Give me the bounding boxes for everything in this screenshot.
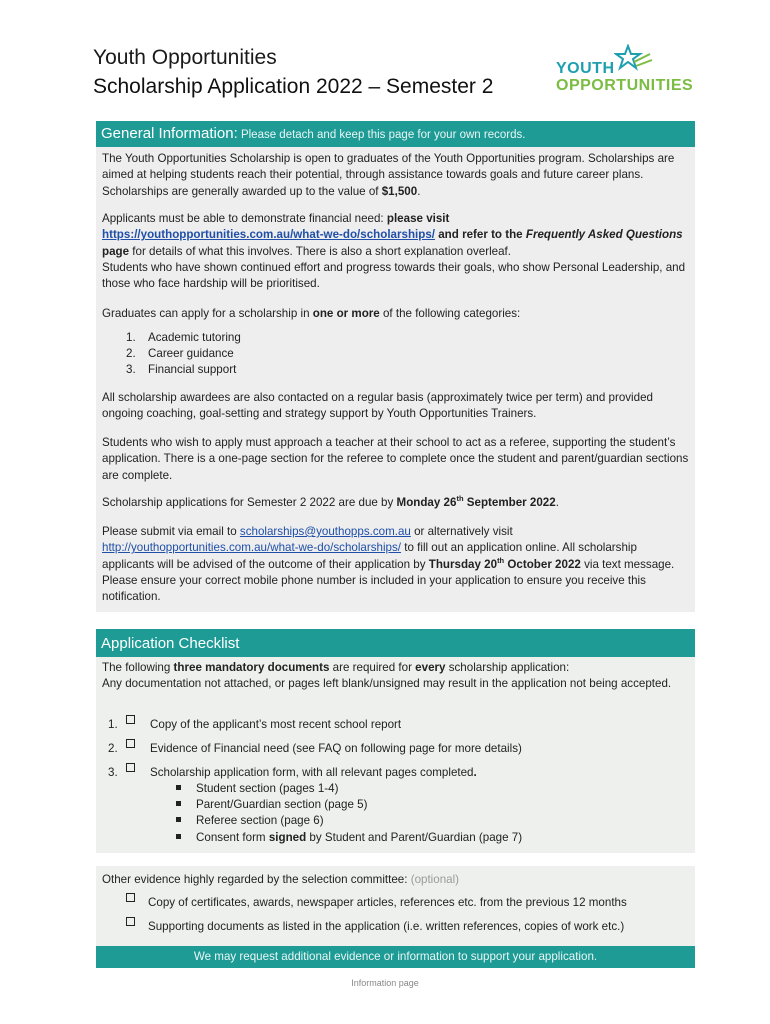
checkbox[interactable] bbox=[126, 739, 135, 748]
details-text: for details of what this involves. There is also a short explanation overleaf. bbox=[129, 244, 511, 258]
list-item bbox=[176, 797, 367, 813]
checkbox[interactable] bbox=[126, 715, 135, 724]
refer-text: and refer to the bbox=[435, 228, 526, 242]
star-icon bbox=[614, 44, 654, 76]
checklist-intro-text: The following bbox=[102, 661, 174, 674]
outcome-date: Thursday 20th October 2022 bbox=[428, 555, 581, 571]
email-link[interactable]: scholarships@youthopps.com.au bbox=[239, 525, 411, 538]
page-word: page bbox=[102, 244, 130, 258]
please-visit-text: please visit bbox=[386, 212, 450, 225]
page-title: Youth Opportunities bbox=[93, 46, 277, 69]
scholarships-link[interactable]: https://youthopportunities.com.au/what-we-do/scholarships/ bbox=[102, 228, 436, 242]
intro-end: . bbox=[417, 184, 421, 198]
list-label: Academic tutoring bbox=[148, 331, 241, 344]
intro-paragraph bbox=[102, 151, 692, 200]
checkbox[interactable] bbox=[126, 763, 135, 772]
due-date-text: Scholarship applications for Semester 2 2022 are due by bbox=[102, 496, 397, 509]
online-application-link[interactable]: http://youthopportunities.com.au/what-we-do/scholarships/ bbox=[102, 541, 402, 555]
logo-word-opportunities: OPPORTUNITIES bbox=[556, 77, 694, 94]
mandatory-documents-text: three mandatory documents bbox=[173, 661, 330, 674]
checkbox[interactable] bbox=[126, 917, 135, 926]
page-subtitle: Scholarship Application 2022 – Semester 2 bbox=[93, 75, 494, 98]
bullet-icon bbox=[176, 817, 181, 822]
application-checklist-bar bbox=[96, 629, 695, 657]
optional-label: (optional) bbox=[410, 873, 460, 886]
other-evidence-label: Copy of certificates, awards, newspaper articles, references etc. from the previous 12 months bbox=[148, 896, 627, 909]
general-information-bar bbox=[96, 121, 695, 147]
categories-intro-text: Graduates can apply for a scholarship in bbox=[102, 307, 313, 320]
list-item bbox=[176, 781, 338, 797]
bullet-icon bbox=[176, 801, 181, 806]
submit-text: Please submit via email to bbox=[102, 525, 240, 538]
signed-text: signed bbox=[268, 831, 307, 844]
page-footer: Information page bbox=[351, 978, 419, 988]
categories-intro-end: of the following categories: bbox=[379, 307, 521, 320]
priority-text: Students who have shown continued effort and progress towards their goals, who show Personal Leadership, and those who face hardship will be prioritised. bbox=[102, 260, 686, 291]
list-label: Referee section (page 6) bbox=[196, 814, 324, 827]
faq-reference: Frequently Asked Questions bbox=[525, 228, 683, 242]
every-text: every bbox=[415, 661, 446, 674]
financial-need-text: Applicants must be able to demonstrate financial need: bbox=[102, 212, 387, 225]
scholarship-amount: $1,500 bbox=[381, 184, 418, 198]
additional-evidence-bar: We may request additional evidence or information to support your application. bbox=[96, 946, 695, 968]
checklist-number: 1. bbox=[108, 718, 118, 731]
list-item bbox=[176, 813, 324, 829]
notification-text: via text message. Please ensure your correct mobile phone number is included in your application to ensure you receive this notification. bbox=[102, 557, 675, 604]
due-date-paragraph bbox=[102, 495, 692, 511]
logo-word-youth: YOUTH bbox=[556, 60, 615, 77]
due-date-end: . bbox=[555, 496, 559, 509]
other-evidence-heading bbox=[102, 872, 692, 888]
list-label: Career guidance bbox=[148, 347, 234, 360]
financial-need-paragraph bbox=[102, 211, 692, 292]
list-item bbox=[126, 330, 241, 346]
list-number: 2. bbox=[126, 347, 136, 360]
list-label: Financial support bbox=[148, 363, 237, 376]
consent-text: Consent form bbox=[196, 831, 269, 844]
checklist-label: Evidence of Financial need (see FAQ on following page for more details) bbox=[150, 742, 522, 755]
intro-text: The Youth Opportunities Scholarship is open to graduates of the Youth Opportunities program. Scholarships are aimed at helping students reach their potential, through assistance towards goals and future career plans. Scholarships are generally awarded up to the value of bbox=[102, 152, 675, 198]
checklist-label: Copy of the applicant’s most recent school report bbox=[150, 718, 402, 731]
warning-text: Any documentation not attached, or pages left blank/unsigned may result in the application not being accepted. bbox=[102, 677, 672, 691]
categories-intro bbox=[102, 306, 692, 322]
list-number: 1. bbox=[126, 331, 136, 344]
list-number: 3. bbox=[126, 363, 136, 376]
general-information-subheading: Please detach and keep this page for your own records. bbox=[237, 129, 526, 141]
application-text: scholarship application: bbox=[445, 661, 570, 674]
page-header bbox=[93, 42, 693, 102]
coaching-paragraph: All scholarship awardees are also contacted on a regular basis (approximately twice per term) and provided ongoing coaching, goal-setting and strategy support by Youth Opportunities Trainers. bbox=[102, 391, 653, 421]
list-label: Student section (pages 1-4) bbox=[196, 782, 339, 795]
required-text: are required for bbox=[329, 661, 416, 674]
submission-paragraph bbox=[102, 524, 692, 605]
application-checklist-heading: Application Checklist bbox=[101, 635, 240, 652]
youth-opportunities-logo bbox=[548, 44, 694, 100]
checklist-label: Scholarship application form, with all relevant pages completed. bbox=[150, 766, 477, 779]
other-evidence-label: Supporting documents as listed in the application (i.e. written references, copies of work etc.) bbox=[148, 920, 625, 933]
list-label: Parent/Guardian section (page 5) bbox=[196, 798, 368, 811]
list-item bbox=[126, 346, 234, 362]
checkbox[interactable] bbox=[126, 893, 135, 902]
consent-end: by Student and Parent/Guardian (page 7) bbox=[306, 831, 523, 844]
checklist-intro bbox=[102, 660, 692, 693]
checklist-number: 2. bbox=[108, 742, 118, 755]
due-date: Monday 26th September 2022 bbox=[396, 494, 556, 509]
general-information-heading: General Information: bbox=[101, 125, 238, 142]
bullet-icon bbox=[176, 834, 181, 839]
outcome-text: to fill out an application online. All scholarship applicants will be advised of the outcome of their application by bbox=[102, 541, 637, 571]
list-item bbox=[176, 830, 522, 846]
one-or-more-text: one or more bbox=[312, 307, 380, 320]
bullet-icon bbox=[176, 785, 181, 790]
checklist-number: 3. bbox=[108, 766, 118, 779]
other-evidence-text: Other evidence highly regarded by the selection committee: bbox=[102, 873, 411, 886]
referee-paragraph: Students who wish to apply must approach a teacher at their school to act as a referee, supporting the student’s application. There is a one-page section for the referee to complete once the student and parent/guardian sections are complete. bbox=[102, 436, 689, 482]
alternative-text: or alternatively visit bbox=[410, 525, 513, 538]
list-item bbox=[126, 362, 236, 378]
